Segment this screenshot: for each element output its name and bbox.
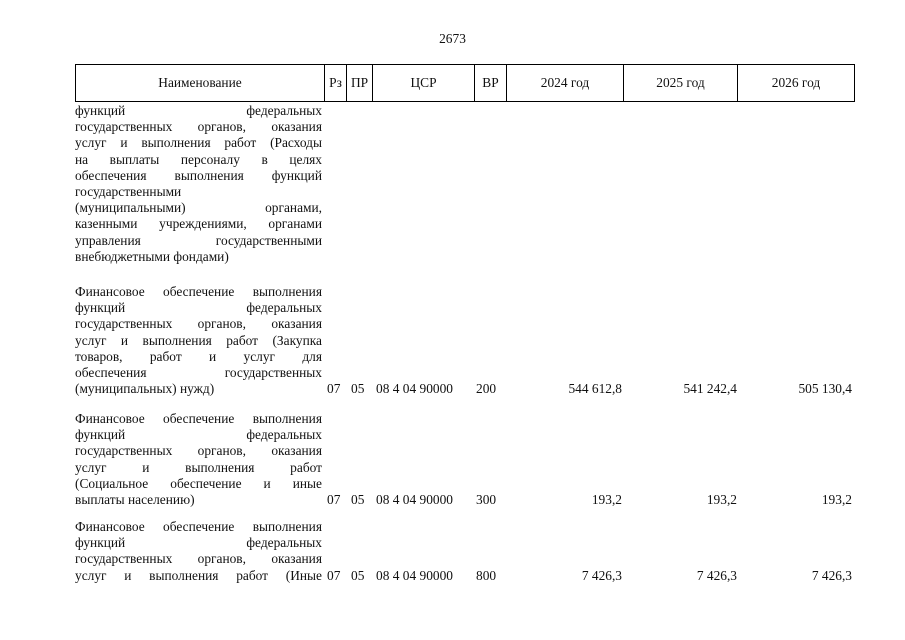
row-name-line: на выплаты персоналу в целях [75,151,322,167]
cell-pr: 05 [351,568,365,583]
row-name-line: функций федеральных [75,535,322,551]
row-name-line: Финансовое обеспечение выполнения [75,284,322,299]
cell-2024: 193,2 [591,492,622,507]
row-name-line: Финансовое обеспечение выполнения [75,411,322,426]
row-name-line: услуг и выполнения работ (Расходы [75,135,322,151]
row-name-line: товаров, работ и услуг для [75,348,322,364]
row-name-line: услуг и выполнения работ [75,459,322,475]
header-name: Наименование [76,65,325,101]
table-header [75,64,855,102]
cell-rz: 07 [327,492,341,507]
row-name [75,103,322,265]
cell-vr: 200 [476,381,497,396]
cell-2026: 7 426,3 [811,568,852,583]
row-name-line: функций федеральных [75,300,322,316]
header-csr: ЦСР [373,65,475,101]
cell-rz: 07 [327,381,341,396]
row-name [75,411,322,508]
row-name-line: обеспечения выполнения функций [75,167,322,183]
row-name-line: казенными учреждениями, органами [75,216,322,232]
header-pr: ПР [347,65,373,101]
row-name-line: (муниципальных) нужд) [75,381,215,397]
row-name-line: государственных органов, оказания [75,551,322,567]
cell-2026: 193,2 [821,492,852,507]
cell-vr: 300 [476,492,497,507]
cell-2024: 7 426,3 [581,568,622,583]
cell-vr: 800 [476,568,497,583]
page-number: 2673 [439,31,466,46]
row-name-line: Финансовое обеспечение выполнения [75,519,322,534]
row-name-line: внебюджетными фондами) [75,248,229,264]
row-name-line: государственных органов, оказания [75,316,322,332]
row-name-line: (муниципальными) органами, [75,200,322,216]
header-rz: Рз [325,65,347,101]
cell-2024: 544 612,8 [568,381,622,396]
cell-2025: 193,2 [706,492,737,507]
row-name-line: обеспечения государственных [75,364,322,380]
row-name [75,519,322,584]
cell-2025: 7 426,3 [696,568,737,583]
cell-csr: 08 4 04 90000 [376,492,453,507]
cell-csr: 08 4 04 90000 [376,568,453,583]
cell-pr: 05 [351,492,365,507]
row-name-line: государственных органов, оказания [75,119,322,135]
row-name-line: государственными [75,183,182,199]
row-name-line: государственных органов, оказания [75,443,322,459]
cell-2025: 541 242,4 [683,381,737,396]
cell-pr: 05 [351,381,365,396]
row-name-line: управления государственными [75,232,322,248]
header-2025: 2025 год [624,65,738,101]
header-vr: ВР [475,65,507,101]
row-name [75,284,322,397]
header-2026: 2026 год [771,75,821,90]
row-name-line: выплаты населению) [75,491,195,507]
row-name-line: услуг и выполнения работ (Иные [75,567,322,583]
header-2024: 2024 год [507,65,624,101]
row-name-line: функций федеральных [75,427,322,443]
row-name-line: функций федеральных [75,103,322,118]
cell-rz: 07 [327,568,341,583]
cell-2026: 505 130,4 [798,381,852,396]
row-name-line: (Социальное обеспечение и иные [75,475,322,491]
row-name-line: услуг и выполнения работ (Закупка [75,332,322,348]
cell-csr: 08 4 04 90000 [376,381,453,396]
